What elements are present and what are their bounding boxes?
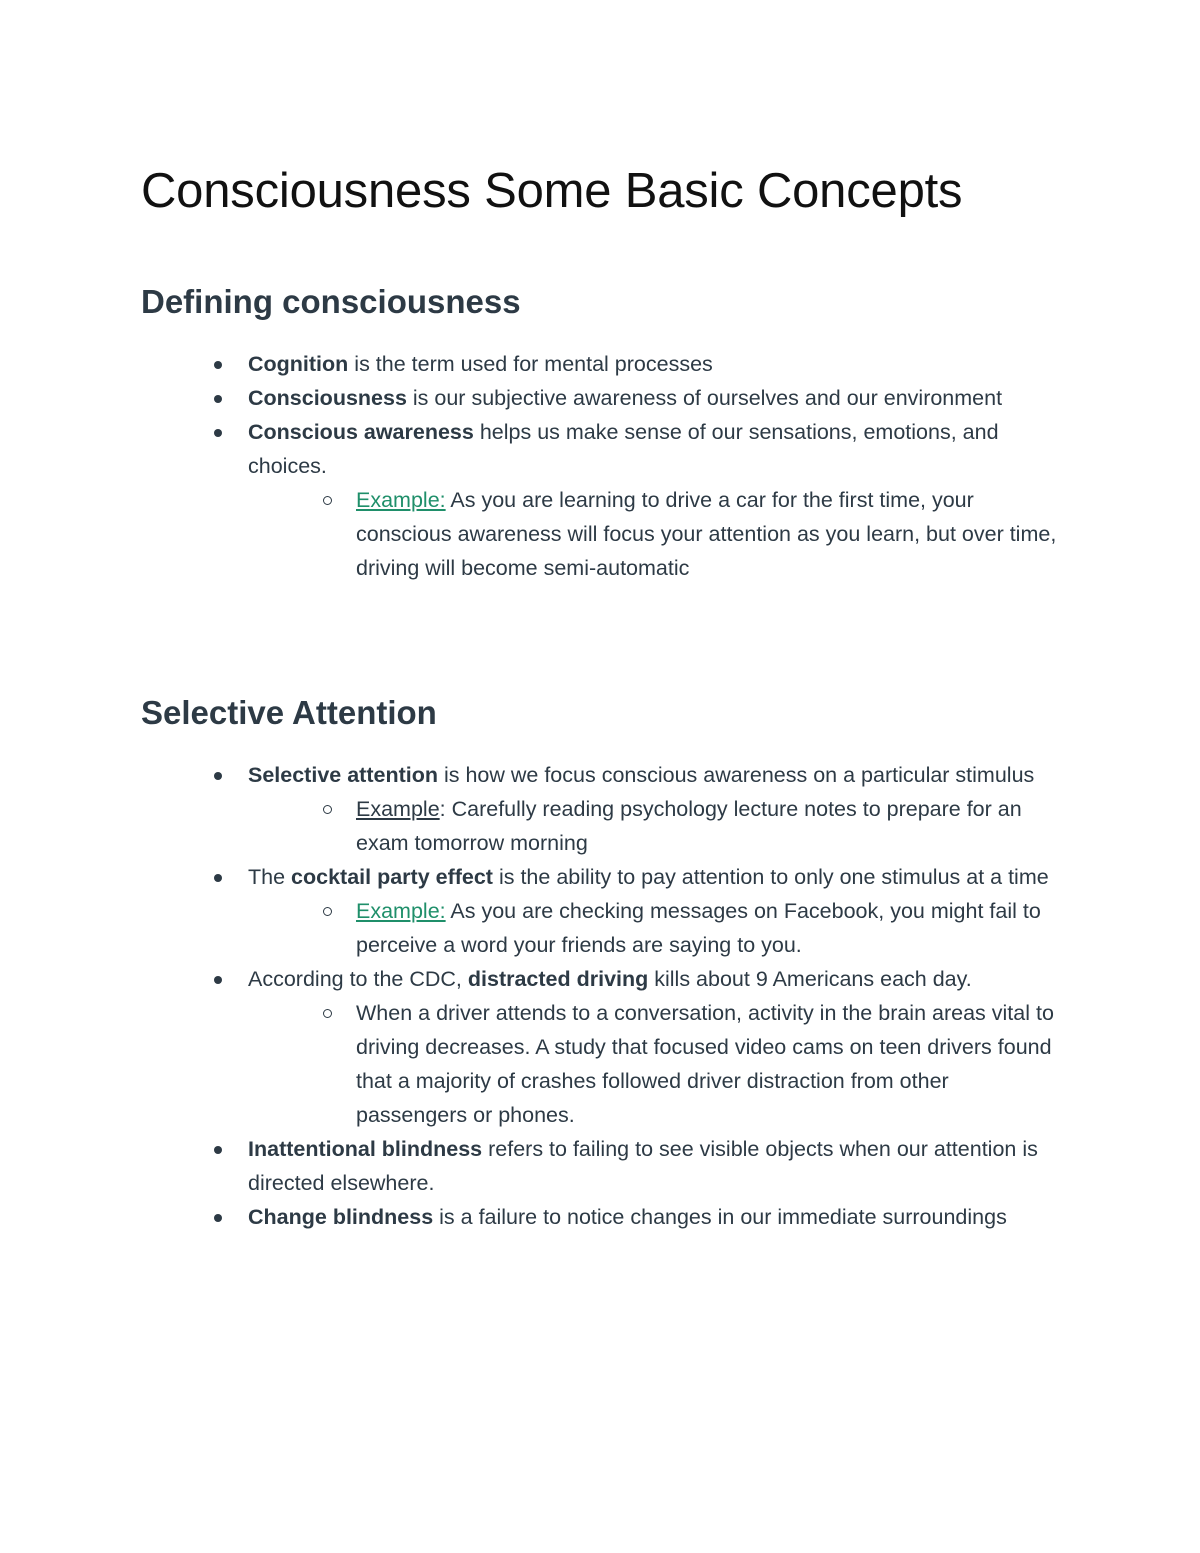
list-item xyxy=(0,381,1200,415)
term: cocktail party effect xyxy=(291,865,493,889)
hollow-bullet-icon xyxy=(323,907,332,916)
bullet-icon xyxy=(214,874,222,882)
list-item xyxy=(0,415,1200,483)
definition-text: is how we focus conscious awareness on a particular stimulus xyxy=(437,763,1035,787)
definition-text: is our subjective awareness of ourselves and our environment xyxy=(406,386,1003,410)
term: Conscious awareness xyxy=(248,420,474,444)
definition-text: is the term used for mental processes xyxy=(348,352,713,376)
section-heading-selective-attention: Selective Attention xyxy=(141,694,437,731)
definition-text: kills about 9 Americans each day. xyxy=(648,967,972,991)
definition-text: refers to failing to see visible objects when our attention is directed elsewhere. xyxy=(248,1137,1038,1195)
lead-text: According to the CDC, xyxy=(248,967,468,991)
list-item xyxy=(0,1132,1200,1200)
document-title: Consciousness Some Basic Concepts xyxy=(141,164,963,218)
example-label: Example xyxy=(356,797,440,821)
list-item xyxy=(0,962,1200,996)
list-item xyxy=(0,860,1200,894)
sub-list-item xyxy=(0,996,1200,1132)
hollow-bullet-icon xyxy=(323,496,332,505)
term: Cognition xyxy=(248,352,349,376)
example-text: As you are learning to drive a car for the first time, your conscious awareness will focus your attention as you learn, but over time, driving will become semi-automatic xyxy=(356,488,1057,580)
list-item xyxy=(0,758,1200,792)
term: distracted driving xyxy=(467,967,649,991)
example-link[interactable]: Example: xyxy=(356,488,446,512)
sub-list-item xyxy=(0,792,1200,860)
definition-text: is the ability to pay attention to only one stimulus at a time xyxy=(492,865,1049,889)
definition-text: helps us make sense of our sensations, emotions, and choices. xyxy=(248,420,999,478)
bullet-icon xyxy=(214,1146,222,1154)
term: Change blindness xyxy=(248,1205,434,1229)
list-item xyxy=(0,1200,1200,1234)
example-text: As you are checking messages on Facebook, you might fail to perceive a word your friends are saying to you. xyxy=(356,899,1041,957)
bullet-icon xyxy=(214,772,222,780)
section-heading-defining-consciousness: Defining consciousness xyxy=(141,283,521,320)
term: Selective attention xyxy=(248,763,438,787)
term: Inattentional blindness xyxy=(248,1137,483,1161)
bullet-icon xyxy=(214,1214,222,1222)
hollow-bullet-icon xyxy=(323,1009,332,1018)
detail-text: When a driver attends to a conversation, activity in the brain areas vital to driving decreases. A study that focused video cams on teen drivers found that a majority of crashes followed driver distraction from other passengers or phones. xyxy=(356,1001,1054,1127)
sub-list-item xyxy=(0,894,1200,962)
bullet-icon xyxy=(214,429,222,437)
example-link[interactable]: Example: xyxy=(356,899,446,923)
bullet-icon xyxy=(214,361,222,369)
sub-list-item xyxy=(0,483,1200,585)
bullet-list-selective-attention xyxy=(0,758,1200,1234)
bullet-icon xyxy=(214,976,222,984)
term: Consciousness xyxy=(248,386,407,410)
bullet-icon xyxy=(214,395,222,403)
definition-text: is a failure to notice changes in our immediate surroundings xyxy=(433,1205,1007,1229)
lead-text: The xyxy=(248,865,292,889)
list-item xyxy=(0,347,1200,381)
bullet-list-defining-consciousness xyxy=(0,347,1200,585)
example-text: : Carefully reading psychology lecture notes to prepare for an exam tomorrow morning xyxy=(356,797,1022,855)
hollow-bullet-icon xyxy=(323,805,332,814)
